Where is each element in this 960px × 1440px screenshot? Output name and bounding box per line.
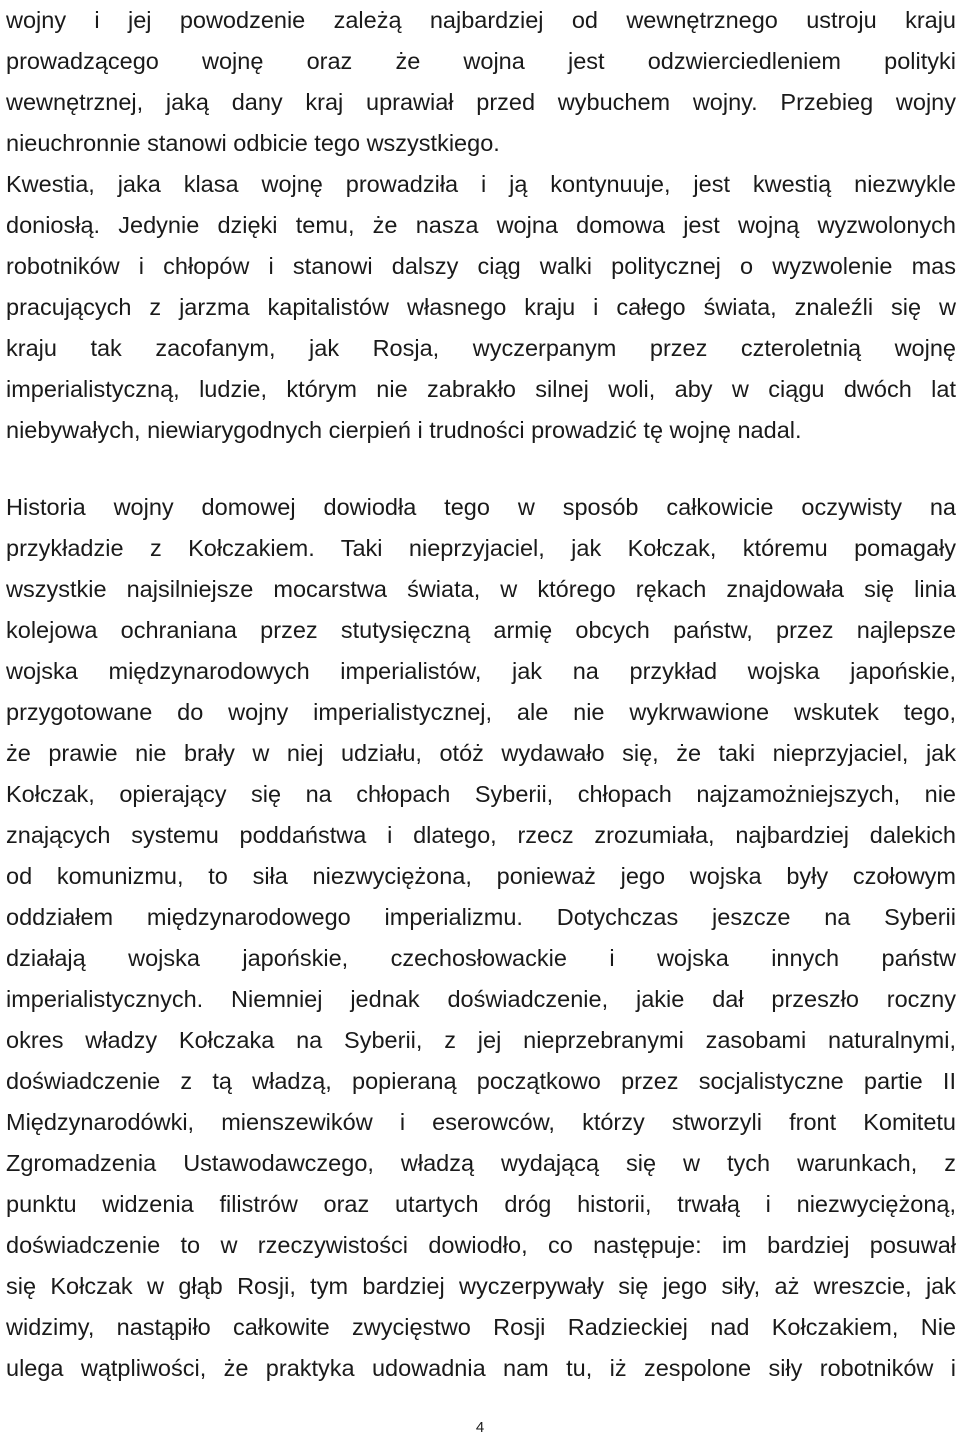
text-line: niebywałych, niewiarygodnych cierpień i trudności prowadzić tę wojnę nadal. xyxy=(6,417,802,443)
text-line: Kołczak, opierający się na chłopach Syberii, chłopach najzamożniejszych, nie xyxy=(6,781,956,807)
text-line: znających systemu poddaństwa i dlatego, rzecz zrozumiała, najbardziej dalekich xyxy=(6,822,956,848)
text-line: okres władzy Kołczaka na Syberii, z jej nieprzebranymi zasobami naturalnymi, xyxy=(6,1027,956,1053)
text-line: ulega wątpliwości, że praktyka udowadnia nam tu, iż zespolone siły robotników i xyxy=(6,1355,956,1381)
page-number: 4 xyxy=(475,1419,485,1436)
text-line: prowadzącego wojnę oraz że wojna jest odzwierciedleniem polityki xyxy=(6,48,956,74)
text-line: widzimy, nastąpiło całkowite zwycięstwo Rosji Radzieckiej nad Kołczakiem, Nie xyxy=(6,1314,956,1340)
text-line: kolejowa ochraniana przez stutysięczną armię obcych państw, przez najlepsze xyxy=(6,617,956,643)
text-line: kraju tak zacofanym, jak Rosja, wyczerpanym przez czteroletnią wojnę xyxy=(6,335,956,361)
text-line: doświadczenie to w rzeczywistości dowiodło, co następuje: im bardziej posuwał xyxy=(6,1232,956,1258)
text-line: nieuchronnie stanowi odbicie tego wszystkiego. xyxy=(6,130,500,156)
text-line: doświadczenie z tą władzą, popieraną początkowo przez socjalistyczne partie II xyxy=(6,1068,956,1094)
paragraph-2 xyxy=(6,164,956,451)
text-line: oddziałem międzynarodowego imperializmu. Dotychczas jeszcze na Syberii xyxy=(6,904,956,930)
text-line: wewnętrznej, jaką dany kraj uprawiał przed wybuchem wojny. Przebieg wojny xyxy=(6,89,956,115)
text-line: Zgromadzenia Ustawodawczego, władzą wydającą się w tych warunkach, z xyxy=(6,1150,956,1176)
text-line: wojny i jej powodzenie zależą najbardziej od wewnętrznego ustroju kraju xyxy=(6,7,956,33)
text-line: wszystkie najsilniejsze mocarstwa świata, w którego rękach znajdowała się linia xyxy=(6,576,956,602)
text-line: imperialistyczną, ludzie, którym nie zabrakło silnej woli, aby w ciągu dwóch lat xyxy=(6,376,956,402)
text-line: od komunizmu, to siła niezwyciężona, ponieważ jego wojska były czołowym xyxy=(6,863,956,889)
text-line: doniosłą. Jedynie dzięki temu, że nasza wojna domowa jest wojną wyzwolonych xyxy=(6,212,956,238)
text-line: punktu widzenia filistrów oraz utartych dróg historii, trwałą i niezwyciężoną, xyxy=(6,1191,956,1217)
text-line: przykładzie z Kołczakiem. Taki nieprzyjaciel, jak Kołczak, któremu pomagały xyxy=(6,535,956,561)
text-line: robotników i chłopów i stanowi dalszy ciąg walki politycznej o wyzwolenie mas xyxy=(6,253,956,279)
paragraph-3 xyxy=(6,487,956,1389)
text-line: pracujących z jarzma kapitalistów własnego kraju i całego świata, znaleźli się w xyxy=(6,294,956,320)
text-line: wojska międzynarodowych imperialistów, jak na przykład wojska japońskie, xyxy=(6,658,956,684)
text-line: Międzynarodówki, mienszewików i eserowców, którzy stworzyli front Komitetu xyxy=(6,1109,956,1135)
text-line: Historia wojny domowej dowiodła tego w sposób całkowicie oczywisty na xyxy=(6,494,956,520)
text-line: Kwestia, jaka klasa wojnę prowadziła i ją kontynuuje, jest kwestią niezwykle xyxy=(6,171,956,197)
paragraph-1 xyxy=(6,0,956,164)
text-line: się Kołczak w głąb Rosji, tym bardziej wyczerpywały się jego siły, aż wreszcie, jak xyxy=(6,1273,956,1299)
text-line: przygotowane do wojny imperialistycznej, ale nie wykrwawione wskutek tego, xyxy=(6,699,956,725)
text-line: że prawie nie brały w niej udziału, otóż wydawało się, że taki nieprzyjaciel, jak xyxy=(6,740,956,766)
text-line: imperialistycznych. Niemniej jednak doświadczenie, jakie dał przeszło roczny xyxy=(6,986,956,1012)
text-line: działają wojska japońskie, czechosłowackie i wojska innych państw xyxy=(6,945,956,971)
